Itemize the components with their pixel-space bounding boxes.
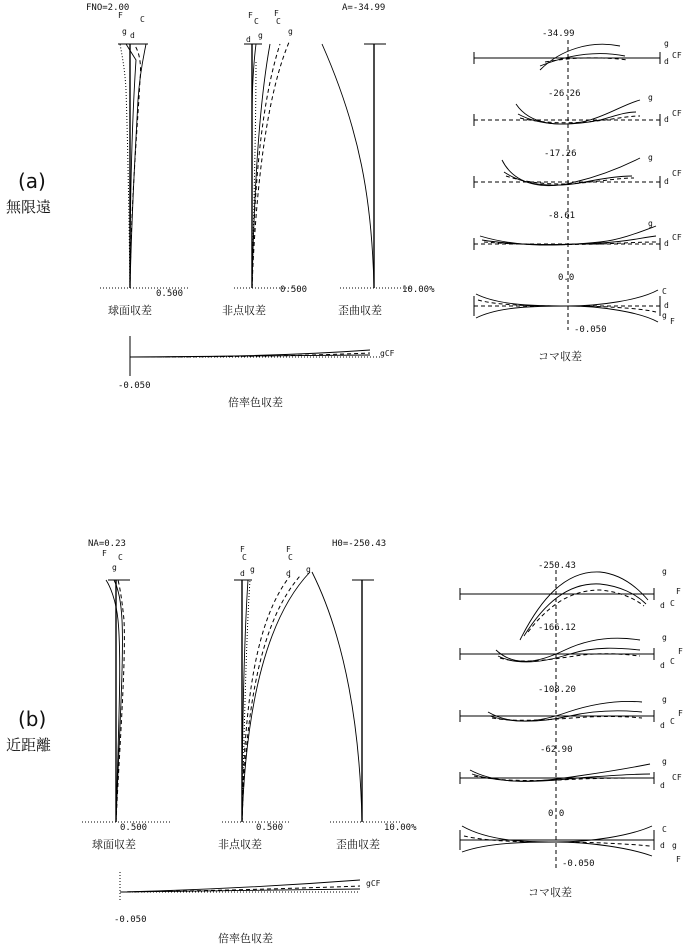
astig-scale: 0.500	[280, 285, 308, 295]
key-C: C	[662, 825, 667, 834]
lateral-color-b	[114, 872, 381, 945]
key-F: F	[678, 647, 683, 656]
key-C: C	[140, 15, 145, 24]
coma-row-3	[460, 685, 683, 730]
coma-b	[460, 561, 683, 899]
key-C2: C	[276, 17, 281, 26]
coma-angle: -26.26	[548, 89, 581, 99]
key-CF: CF	[672, 169, 682, 178]
coma-row-4	[474, 211, 682, 250]
panel-b-label: (b)	[18, 707, 47, 731]
coma-scale: -0.050	[562, 859, 595, 869]
distortion-b	[312, 539, 417, 851]
key-g: g	[122, 27, 127, 36]
key-F: F	[676, 855, 681, 864]
coma-angle: -8.61	[548, 211, 576, 221]
fno-label: FNO=2.00	[86, 3, 130, 13]
dist-title: 歪曲収差	[338, 304, 382, 317]
coma-curve-C	[476, 290, 658, 318]
panel-b-condition: 近距離	[6, 736, 52, 754]
key-g: g	[648, 219, 653, 228]
key-C: C	[118, 553, 123, 562]
astig-title: 非点収差	[222, 304, 266, 317]
key-C: C	[242, 553, 247, 562]
coma-scale: -0.050	[574, 325, 607, 335]
astig-title: 非点収差	[218, 838, 262, 851]
coma-curve-F	[476, 294, 658, 322]
coma-title: コマ収差	[538, 350, 582, 363]
distortion-curve	[322, 44, 374, 288]
lateral-keys: gCF	[380, 349, 395, 358]
key-g: g	[662, 695, 667, 704]
coma-curve-g	[480, 226, 656, 245]
key-F: F	[102, 549, 107, 558]
key-g2: g	[288, 27, 293, 36]
key-d: d	[664, 57, 669, 66]
key-C: C	[670, 599, 675, 608]
curve-C-mer	[242, 576, 290, 822]
key-g: g	[648, 93, 653, 102]
key-d: d	[240, 569, 245, 578]
curve-d-mer	[242, 572, 310, 822]
sph-scale: 0.500	[156, 289, 184, 299]
lateral-title: 倍率色収差	[218, 932, 273, 945]
key-d: d	[660, 721, 665, 730]
sph-title: 球面収差	[108, 304, 152, 317]
dist-title: 歪曲収差	[336, 838, 380, 851]
coma-row-5	[474, 273, 675, 326]
coma-angle: 0.0	[558, 273, 575, 283]
sph-scale: 0.500	[120, 823, 148, 833]
coma-angle: -34.99	[542, 29, 575, 39]
key-F: F	[240, 545, 245, 554]
astigmatism-b	[218, 545, 311, 851]
key-C: C	[670, 657, 675, 666]
coma-angle: -250.43	[538, 561, 576, 571]
astigmatism-a	[222, 9, 307, 317]
key-F: F	[248, 11, 253, 20]
curve-F	[120, 44, 130, 288]
coma-a	[474, 29, 682, 363]
key-C: C	[670, 717, 675, 726]
coma-curve-C	[500, 654, 640, 661]
key-g: g	[250, 565, 255, 574]
key-C: C	[254, 17, 259, 26]
half-angle-label: A=-34.99	[342, 3, 386, 13]
key-g2: g	[306, 565, 311, 574]
key-C2: C	[288, 553, 293, 562]
key-d: d	[664, 115, 669, 124]
lateral-scale: -0.050	[114, 915, 147, 925]
key-g: g	[648, 153, 653, 162]
lateral-keys: gCF	[366, 879, 381, 888]
coma-title: コマ収差	[528, 886, 572, 899]
key-g: g	[664, 39, 669, 48]
astig-scale: 0.500	[256, 823, 284, 833]
coma-row-1	[474, 29, 682, 70]
key-F: F	[118, 11, 123, 20]
key-CF: CF	[672, 233, 682, 242]
key-F: F	[670, 317, 675, 326]
coma-row-2	[474, 89, 682, 126]
key-d: d	[664, 301, 669, 310]
coma-curve-g	[540, 44, 620, 70]
lateral-scale: -0.050	[118, 381, 151, 391]
coma-curve-F	[462, 842, 652, 856]
coma-angle: 0.0	[548, 809, 565, 819]
coma-curve-g	[470, 764, 650, 781]
key-d2: d	[286, 569, 291, 578]
curve-g-mer	[242, 576, 300, 822]
coma-row-4	[460, 745, 682, 790]
coma-angle: -166.12	[538, 623, 576, 633]
distortion-a	[322, 3, 435, 317]
coma-curve-g	[464, 836, 650, 846]
coma-row-2	[460, 623, 683, 670]
key-d: d	[660, 781, 665, 790]
panel-a-condition: 無限遠	[6, 198, 52, 216]
na-label: NA=0.23	[88, 539, 126, 549]
coma-curve-g	[496, 638, 640, 661]
key-d: d	[660, 601, 665, 610]
coma-angle: -108.20	[538, 685, 576, 695]
lateral-title: 倍率色収差	[228, 396, 283, 409]
key-g: g	[662, 567, 667, 576]
key-CF: CF	[672, 109, 682, 118]
coma-angle: -62.90	[540, 745, 573, 755]
curve-d	[130, 44, 146, 288]
object-height-label: H0=-250.43	[332, 539, 387, 549]
key-F2: F	[286, 545, 291, 554]
key-g: g	[258, 31, 263, 40]
key-g: g	[672, 841, 677, 850]
key-g: g	[662, 757, 667, 766]
key-F2: F	[274, 9, 279, 18]
coma-angle: -17.26	[544, 149, 577, 159]
distortion-curve	[312, 572, 362, 822]
coma-curve-g	[502, 158, 640, 186]
lateral-color-a	[118, 336, 395, 409]
key-d: d	[130, 31, 135, 40]
key-d: d	[660, 841, 665, 850]
key-F: F	[676, 587, 681, 596]
key-g: g	[662, 633, 667, 642]
coma-curve-d	[498, 648, 640, 662]
key-d: d	[664, 177, 669, 186]
key-g: g	[662, 311, 667, 320]
spherical-aberration-b	[82, 539, 170, 851]
sph-title: 球面収差	[92, 838, 136, 851]
key-CF: CF	[672, 773, 682, 782]
key-d: d	[246, 35, 251, 44]
key-d: d	[664, 239, 669, 248]
coma-row-3	[474, 149, 682, 188]
dist-scale: 10.00%	[402, 285, 435, 295]
key-C: C	[662, 287, 667, 296]
coma-row-5	[460, 809, 681, 864]
key-CF: CF	[672, 51, 682, 60]
panel-a-label: (a)	[18, 169, 46, 193]
dist-scale: 10.00%	[384, 823, 417, 833]
key-d: d	[660, 661, 665, 670]
key-g: g	[112, 563, 117, 572]
spherical-aberration-a	[86, 3, 190, 317]
key-F: F	[678, 709, 683, 718]
